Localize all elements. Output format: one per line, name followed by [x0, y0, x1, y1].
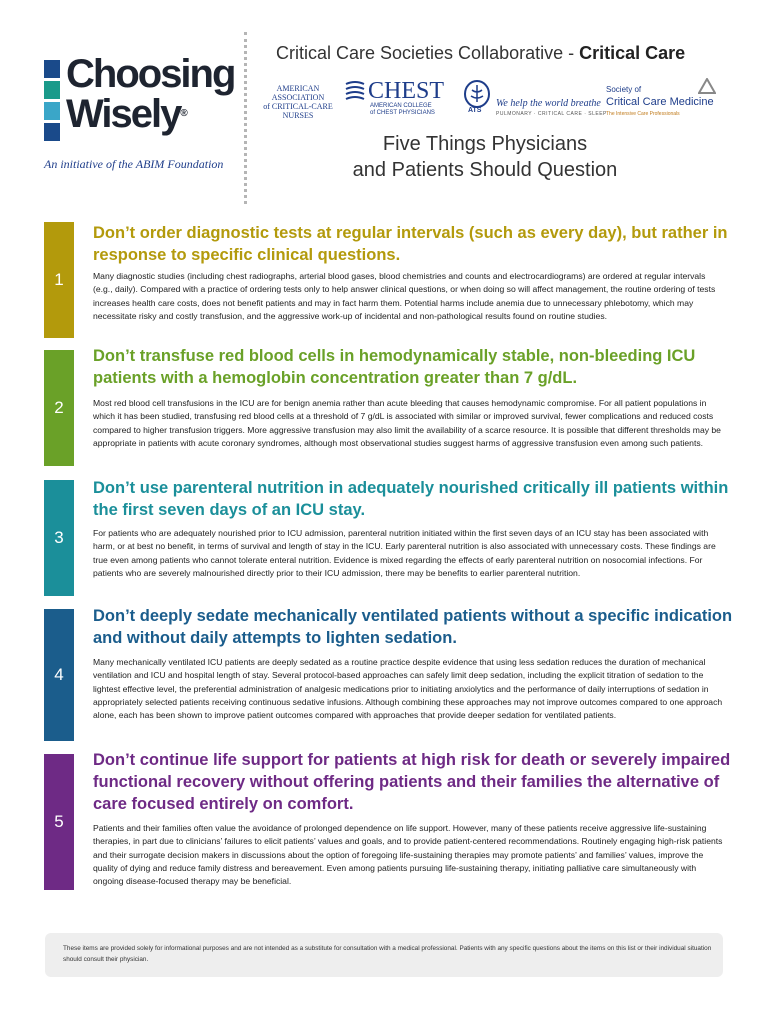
logo-line-1: Choosing: [66, 52, 235, 96]
logo-bar-1: [44, 60, 60, 78]
item-title: Don’t use parenteral nutrition in adequately nourished critically ill patients within the first seven days of an ICU stay.: [93, 479, 729, 519]
chest-subtitle: [370, 103, 435, 117]
aacn-line-3: of CRITICAL-CARE: [263, 102, 333, 111]
item-number: 5: [54, 812, 64, 831]
aacn-logo: [258, 84, 338, 120]
document-title: [300, 131, 670, 183]
sccm-line-3: The Intensive Care Professionals: [606, 111, 680, 117]
chest-sub-line-1: AMERICAN COLLEGE: [370, 103, 432, 109]
logo-line-2: Wisely: [66, 92, 181, 136]
ats-logo: [463, 80, 491, 121]
item-number-badge: [44, 754, 74, 890]
disclaimer-box: [45, 933, 723, 977]
logo-color-bars: [44, 60, 60, 144]
item-body: Many diagnostic studies (including chest radiographs, arterial blood gases, blood chemistries and counts and electrocardiograms) are ordered at regular intervals (e.g., daily). Compared with a practice of ordering tests only to help answer clinical questions, or when doing so will affect management, the routine ordering of tests increases health care costs, does not benefit patients and may in fact harm them. Potential harms include anemia due to unnecessary phlebotomy, which may necessitate risky and costly transfusion, and the aggressive work-up of incidental and non-pathological results found on routine studies.: [93, 271, 716, 321]
chest-emblem-icon: [344, 80, 366, 106]
item-number-badge: [44, 350, 74, 466]
logo-bar-4: [44, 123, 60, 141]
aacn-line-1: AMERICAN: [276, 84, 320, 93]
item-body: Patients and their families often value the avoidance of prolonged dependence on life support. However, many of these patients receive aggressive life-sustaining therapies, in part due to clinicians’ failures to elicit patients’ values and goals, and to provide patient-centered recommendations. Routinely engaging high-risk patients and their surrogate decision makers in discussions about the option of foregoing life-sustaining therapies may promote patients’ and families’ values, improve the quality of dying and reduce family distress and bereavement. Even among patients pursuing life-sustaining therapy, initiating palliative care simultaneously with ongoing disease-focused therapy may be beneficial.: [93, 823, 723, 887]
logo-wordmark: [66, 54, 234, 134]
ats-tagline: We help the world breathe: [496, 98, 601, 109]
ats-label: ATS: [468, 107, 482, 114]
item-number: 4: [54, 665, 64, 684]
item-body: For patients who are adequately nourished prior to ICU admission, parenteral nutrition initiated within the first seven days of an ICU stay has been associated with harm, or at best no benefit, in terms of survival and length of stay in the ICU. Early parenteral nutrition is also associated with unnecessary costs. These findings are true even among patients who cannot tolerate enteral nutrition. Evidence is mixed regarding the effects of early parenteral nutrition on nosocomial infections. For patients who are severely malnourished directly prior to their ICU admission, there may be benefits to earlier parenteral nutrition.: [93, 528, 716, 578]
aacn-line-2: ASSOCIATION: [271, 93, 325, 102]
item-number: 3: [54, 528, 64, 547]
item-body: Most red blood cell transfusions in the ICU are for benign anemia rather than acute bleeding that causes hemodynamic compromise. For all patient populations in which it has been studied, transfusing red blood cells at a threshold of 7 g/dL is associated with similar or improved survival, fewer complications and reduced costs compared to higher transfusion triggers. More aggressive transfusion may also limit the availability of a scarce resource. It is possible that different thresholds may be appropriate in patients with acute coronary syndromes, although most observational studies suggest harms of aggressive transfusion even among such patients.: [93, 398, 721, 448]
ats-subline: PULMONARY · CRITICAL CARE · SLEEP: [496, 111, 607, 117]
item-number-badge: [44, 480, 74, 596]
sccm-line-1: Society of: [606, 85, 642, 94]
document-title-line-1: Five Things Physicians: [382, 133, 588, 155]
item-body: Many mechanically ventilated ICU patients are deeply sedated as a routine practice despite evidence that using less sedation reduces the duration of mechanical ventilation and ICU and hospital length of stay. Several protocol-based approaches can safely limit deep sedation, including the explicit titration of sedation to the lightest effective level, the preferential administration of analgesic medications prior to initiating anxiolytics and the performance of daily interruptions of sedation in appropriately selected patients receiving continuous sedative infusions. Although combining these approaches may not improve outcomes compared to one approach alone, each has been shown to improve patient outcomes compared with approaches that provide deeper sedation for ventilated patients.: [93, 657, 723, 721]
disclaimer-text: These items are provided solely for informational purposes and are not intended as a substitute for consultation with a medical professional. Patients with any specific questions about the items on this list or their individual situation should consult their physician.: [63, 945, 712, 963]
item-title: Don’t continue life support for patients at high risk for death or severely impaired functional recovery without offering patients and their families the alternative of care focused entirely on comfort.: [93, 751, 731, 813]
header-title-prefix: Critical Care Societies Collaborative -: [276, 43, 580, 63]
item-title: Don’t order diagnostic tests at regular intervals (such as every day), but rather in response to specific clinical questions.: [93, 224, 728, 264]
logo-registered-mark: ®: [180, 108, 188, 119]
recommendation-2: [44, 347, 724, 466]
aacn-line-4: NURSES: [282, 111, 314, 120]
logo-bar-2: [44, 81, 60, 99]
society-logos: [258, 78, 718, 122]
sccm-triangle-icon: [698, 78, 716, 94]
recommendation-5: [44, 751, 731, 890]
item-number: 2: [54, 398, 64, 417]
recommendation-3: [44, 479, 729, 596]
item-number: 1: [54, 270, 64, 289]
chest-wordmark: CHEST: [368, 78, 445, 104]
header-title: [276, 43, 685, 64]
header-title-bold: Critical Care: [579, 43, 686, 63]
sccm-line-2: Critical Care Medicine: [606, 96, 714, 108]
recommendation-4: [44, 607, 733, 741]
chest-sub-line-2: of CHEST PHYSICIANS: [370, 110, 435, 116]
recommendation-1: [44, 222, 728, 338]
document-title-line-2: and Patients Should Question: [352, 159, 618, 181]
item-number-badge: [44, 609, 74, 741]
logo-bar-3: [44, 102, 60, 120]
logo-tagline: An initiative of the ABIM Foundation: [44, 157, 224, 171]
item-title: Don’t transfuse red blood cells in hemodynamically stable, non-bleeding ICU patients with a hemoglobin concentration greater than 7 g/dL.: [93, 347, 696, 387]
item-title: Don’t deeply sedate mechanically ventilated patients without a specific indication and without daily attempts to lighten sedation.: [93, 607, 733, 647]
header-divider: [244, 32, 247, 204]
item-number-badge: [44, 222, 74, 338]
